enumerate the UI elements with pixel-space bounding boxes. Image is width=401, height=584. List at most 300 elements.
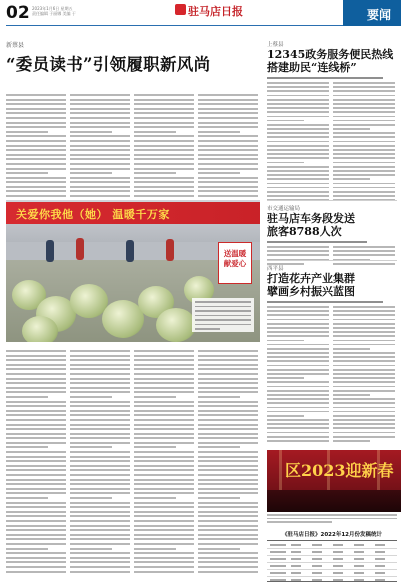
text-line	[134, 520, 194, 522]
text-line	[6, 405, 66, 407]
text-line	[70, 172, 112, 174]
text-line	[6, 433, 66, 435]
text-line	[6, 103, 66, 105]
table-cell	[291, 551, 301, 553]
text-line	[6, 368, 66, 370]
main-story	[6, 30, 260, 584]
text-line	[267, 373, 329, 375]
text-line	[70, 460, 130, 462]
text-line	[333, 254, 395, 256]
text-line	[198, 135, 258, 137]
text-line	[333, 86, 395, 88]
text-line	[70, 548, 112, 550]
text-line	[198, 414, 258, 416]
text-line	[6, 364, 66, 366]
table-cell	[333, 551, 343, 553]
text-line	[198, 479, 258, 481]
table-cell	[354, 572, 364, 574]
text-line	[134, 460, 194, 462]
text-line	[333, 166, 395, 168]
text-line	[198, 529, 258, 531]
table-cell	[333, 558, 343, 560]
text-line	[70, 511, 130, 513]
text-line	[198, 460, 258, 462]
text-line	[6, 557, 66, 559]
text-line	[198, 506, 258, 508]
text-line	[6, 168, 66, 170]
table-cell	[312, 551, 322, 553]
text-line	[134, 168, 194, 170]
text-line	[6, 552, 66, 554]
text-line	[333, 136, 395, 138]
text-line	[198, 515, 258, 517]
text-line	[198, 94, 258, 96]
stats-table	[267, 540, 397, 582]
text-line	[70, 456, 130, 458]
text-line	[333, 432, 395, 434]
text-line	[267, 323, 329, 325]
text-line	[198, 451, 258, 453]
text-line	[198, 437, 258, 439]
text-line	[70, 525, 130, 527]
text-line	[333, 145, 395, 147]
text-line	[198, 126, 258, 128]
text-line	[267, 314, 329, 316]
text-line	[134, 419, 194, 421]
text-line	[70, 186, 130, 188]
text-line	[267, 411, 329, 413]
text-line	[6, 172, 48, 174]
page-header	[0, 0, 401, 28]
table-cell	[354, 544, 364, 546]
story-kicker: 市交通运输局	[267, 206, 301, 212]
text-line	[267, 141, 329, 143]
text-line	[333, 369, 395, 371]
text-line	[70, 566, 130, 568]
text-line	[6, 451, 66, 453]
text-line	[333, 352, 395, 354]
text-line	[333, 120, 395, 122]
text-line	[198, 552, 258, 554]
text-line	[267, 86, 329, 88]
table-row	[267, 555, 397, 556]
text-line	[70, 145, 130, 147]
text-line	[134, 387, 194, 389]
text-line	[70, 108, 130, 110]
text-line	[6, 195, 66, 197]
text-line	[134, 126, 194, 128]
text-line	[198, 195, 258, 197]
text-line	[333, 310, 395, 312]
photo-caption	[267, 514, 397, 525]
text-line	[70, 543, 130, 545]
text-line	[198, 122, 258, 124]
text-line	[6, 382, 66, 384]
text-line	[6, 145, 66, 147]
text-column	[198, 350, 258, 580]
text-line	[6, 566, 66, 568]
paper-name: 驻马店日报	[188, 5, 243, 18]
text-line	[198, 163, 258, 165]
table-cell	[291, 579, 301, 581]
text-line	[6, 391, 66, 393]
text-line	[198, 488, 258, 490]
text-line	[70, 355, 130, 357]
text-line	[6, 190, 66, 192]
section-label: 要闻	[366, 8, 391, 22]
text-line	[70, 410, 130, 412]
text-line	[70, 364, 130, 366]
table-cell	[333, 544, 343, 546]
text-line	[267, 365, 329, 367]
text-line	[198, 350, 258, 352]
text-line	[70, 442, 130, 444]
text-line	[6, 465, 66, 467]
table-row	[267, 548, 397, 549]
text-line	[134, 557, 194, 559]
text-line	[267, 178, 329, 180]
text-line	[267, 436, 329, 438]
text-line	[333, 90, 395, 92]
text-line	[333, 415, 395, 417]
text-line	[267, 381, 329, 383]
text-line	[198, 520, 258, 522]
text-line	[70, 571, 130, 573]
text-line	[198, 543, 258, 545]
text-line	[6, 177, 66, 179]
text-line	[267, 187, 329, 189]
story-hotline	[267, 40, 401, 206]
text-line	[134, 99, 194, 101]
text-line	[134, 401, 194, 403]
text-line	[198, 382, 258, 384]
byline	[267, 241, 367, 243]
text-line	[333, 419, 395, 421]
text-line	[70, 483, 130, 485]
logo-icon	[175, 4, 186, 15]
table-cell	[354, 579, 364, 581]
text-line	[134, 405, 194, 407]
text-line	[267, 90, 329, 92]
text-line	[6, 456, 66, 458]
text-line	[198, 190, 258, 192]
text-line	[333, 407, 395, 409]
text-line	[134, 538, 194, 540]
text-line	[198, 131, 240, 133]
text-line	[134, 373, 194, 375]
text-line	[333, 157, 395, 159]
right-column	[267, 30, 401, 584]
table-cell	[291, 558, 301, 560]
text-line	[267, 111, 329, 113]
photo-badge	[218, 242, 252, 284]
table-cell	[312, 558, 322, 560]
text-line	[6, 502, 66, 504]
editor-text: 责任编辑 于丽娜 美编 于	[32, 11, 76, 16]
text-line	[267, 377, 304, 379]
text-line	[198, 465, 258, 467]
text-line	[333, 327, 395, 329]
text-line	[198, 177, 258, 179]
text-line	[198, 355, 258, 357]
text-line	[198, 172, 240, 174]
story-headline: 驻马店车务段发送 旅客8788人次	[267, 212, 355, 238]
text-line	[134, 424, 194, 426]
text-line	[333, 423, 395, 425]
text-line	[70, 117, 130, 119]
text-line	[6, 479, 66, 481]
text-line	[198, 538, 258, 540]
text-line	[198, 378, 258, 380]
text-line	[70, 195, 130, 197]
table-cell	[312, 572, 322, 574]
text-line	[198, 401, 258, 403]
text-line	[70, 368, 130, 370]
text-line	[198, 117, 258, 119]
text-line	[6, 419, 66, 421]
text-line	[198, 433, 258, 435]
text-line	[70, 414, 130, 416]
text-line	[6, 520, 66, 522]
text-line	[333, 141, 395, 143]
text-line	[333, 95, 395, 97]
text-line	[134, 368, 194, 370]
text-line	[70, 488, 130, 490]
text-line	[267, 145, 329, 147]
text-column	[134, 350, 194, 580]
table-cell	[291, 572, 301, 574]
text-line	[134, 414, 194, 416]
text-line	[267, 103, 329, 105]
text-line	[134, 378, 194, 380]
text-line	[70, 359, 130, 361]
text-line	[333, 174, 395, 176]
text-line	[267, 344, 329, 346]
text-line	[333, 360, 395, 362]
text-line	[6, 181, 66, 183]
text-line	[70, 350, 130, 352]
text-column	[134, 94, 194, 200]
text-line	[198, 469, 258, 471]
text-line	[198, 557, 258, 559]
text-line	[6, 534, 66, 536]
text-line	[198, 405, 258, 407]
divider	[267, 200, 397, 201]
table-cell	[375, 572, 385, 574]
text-line	[267, 174, 329, 176]
text-line	[134, 103, 194, 105]
text-line	[134, 456, 194, 458]
text-line	[6, 154, 66, 156]
text-line	[267, 149, 329, 151]
text-line	[70, 405, 130, 407]
text-line	[134, 492, 194, 494]
text-line	[198, 387, 258, 389]
text-line	[70, 177, 130, 179]
text-line	[267, 402, 329, 404]
text-line	[134, 131, 176, 133]
table-cell	[354, 558, 364, 560]
text-line	[333, 319, 395, 321]
text-line	[267, 250, 329, 252]
text-line	[70, 492, 130, 494]
text-line	[198, 561, 258, 563]
main-body-lower	[6, 350, 260, 580]
byline	[267, 301, 383, 303]
text-line	[6, 149, 66, 151]
text-line	[333, 153, 395, 155]
text-line	[70, 506, 130, 508]
text-line	[134, 382, 194, 384]
text-line	[6, 410, 66, 412]
text-line	[6, 492, 66, 494]
text-line	[134, 117, 194, 119]
text-line	[267, 398, 329, 400]
text-line	[267, 335, 329, 337]
text-line	[134, 145, 194, 147]
text-column	[70, 350, 130, 580]
text-line	[134, 122, 194, 124]
text-line	[134, 534, 194, 536]
text-line	[198, 112, 258, 114]
table-cell	[354, 565, 364, 567]
text-line	[134, 391, 194, 393]
text-line	[198, 373, 258, 375]
text-line	[267, 195, 329, 197]
text-line	[70, 140, 130, 142]
text-line	[267, 310, 329, 312]
text-line	[134, 190, 194, 192]
text-line	[70, 382, 130, 384]
table-cell	[270, 579, 286, 581]
text-line	[134, 140, 194, 142]
text-line	[198, 396, 240, 398]
text-line	[6, 126, 66, 128]
divider	[267, 260, 397, 261]
text-line	[333, 250, 395, 252]
text-line	[70, 437, 130, 439]
text-line	[333, 132, 395, 134]
text-line	[6, 474, 66, 476]
text-line	[134, 135, 194, 137]
news-photo	[6, 200, 260, 342]
text-line	[70, 181, 130, 183]
text-line	[198, 359, 258, 361]
text-line	[134, 163, 194, 165]
text-line	[134, 506, 194, 508]
text-line	[70, 103, 130, 105]
text-line	[6, 428, 66, 430]
text-line	[198, 566, 258, 568]
text-line	[70, 515, 130, 517]
table-cell	[375, 558, 385, 560]
text-line	[267, 162, 304, 164]
text-line	[267, 386, 329, 388]
text-line	[267, 348, 329, 350]
text-line	[134, 181, 194, 183]
text-line	[267, 136, 329, 138]
text-line	[6, 359, 66, 361]
text-line	[333, 386, 395, 388]
text-line	[198, 497, 240, 499]
text-line	[198, 368, 258, 370]
table-cell	[333, 572, 343, 574]
section-tag	[343, 0, 401, 26]
text-line	[6, 424, 66, 426]
text-line	[333, 128, 370, 130]
text-line	[267, 170, 329, 172]
text-line	[267, 423, 329, 425]
text-line	[6, 94, 66, 96]
text-line	[333, 365, 395, 367]
photo-banner-text: 关爱你我他（她） 温暖千万家	[16, 208, 170, 221]
text-line	[333, 344, 395, 346]
text-line	[6, 401, 66, 403]
text-line	[70, 433, 130, 435]
text-line	[198, 149, 258, 151]
text-line	[267, 369, 329, 371]
text-line	[198, 108, 258, 110]
table-cell	[270, 565, 286, 567]
text-line	[333, 377, 395, 379]
text-line	[70, 424, 130, 426]
text-line	[333, 411, 395, 413]
table-cell	[375, 565, 385, 567]
text-line	[70, 538, 130, 540]
text-line	[134, 350, 194, 352]
text-line	[6, 122, 66, 124]
text-line	[6, 497, 48, 499]
text-line	[6, 140, 66, 142]
table-cell	[333, 565, 343, 567]
table-cell	[312, 565, 322, 567]
text-line	[333, 306, 395, 308]
text-line	[6, 108, 66, 110]
text-line	[333, 381, 395, 383]
text-line	[198, 492, 258, 494]
text-line	[267, 166, 329, 168]
text-column	[6, 94, 66, 200]
text-line	[198, 99, 258, 101]
text-line	[6, 117, 66, 119]
table-cell	[333, 579, 343, 581]
text-line	[134, 396, 176, 398]
text-line	[6, 488, 66, 490]
story-flowers	[267, 264, 401, 448]
text-line	[134, 195, 194, 197]
text-line	[198, 154, 258, 156]
text-line	[333, 314, 395, 316]
text-line	[198, 446, 240, 448]
text-line	[134, 488, 194, 490]
text-line	[134, 154, 194, 156]
text-line	[333, 394, 370, 396]
text-line	[267, 128, 329, 130]
table-cell	[270, 544, 286, 546]
text-line	[134, 112, 194, 114]
text-line	[267, 394, 329, 396]
text-line	[198, 511, 258, 513]
text-line	[267, 132, 329, 134]
text-line	[6, 525, 66, 527]
text-line	[134, 474, 194, 476]
text-line	[333, 191, 395, 193]
text-line	[198, 428, 258, 430]
text-line	[333, 149, 395, 151]
text-line	[134, 94, 194, 96]
text-line	[70, 465, 130, 467]
text-line	[6, 529, 66, 531]
